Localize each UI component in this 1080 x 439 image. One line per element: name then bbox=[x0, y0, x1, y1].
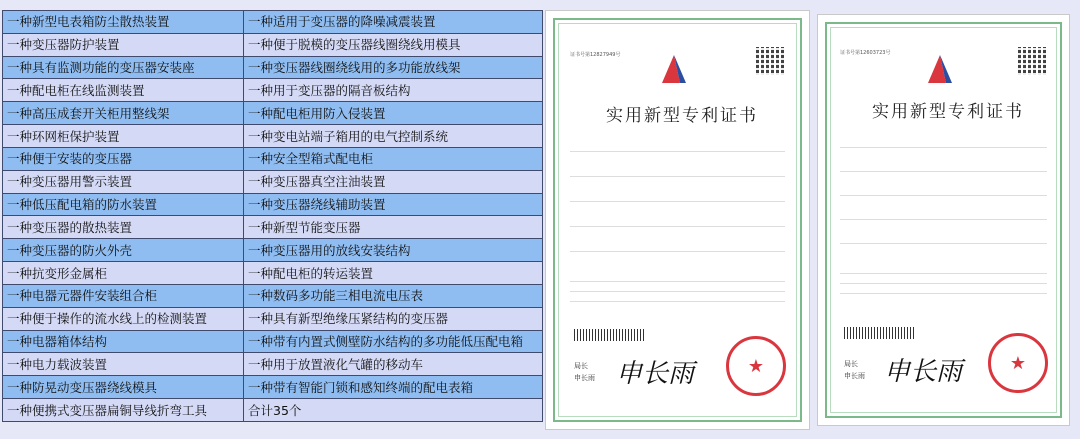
patent-name-cell: 一种带有智能门锁和感知终端的配电表箱 bbox=[244, 376, 543, 399]
patent-name-cell: 一种电力载波装置 bbox=[3, 353, 244, 376]
patent-name-cell: 合计35个 bbox=[244, 399, 543, 422]
official-seal-icon bbox=[988, 333, 1048, 393]
certificate-title: 实用新型专利证书 bbox=[606, 106, 758, 126]
patent-name-cell: 一种变压器绕线辅助装置 bbox=[244, 193, 543, 216]
patent-certificate-2 bbox=[817, 14, 1070, 426]
patent-name-cell: 一种带有内置式侧壁防水结构的多功能低压配电箱 bbox=[244, 330, 543, 353]
patent-name-cell: 一种低压配电箱的防水装置 bbox=[3, 193, 244, 216]
director-label: 局长 bbox=[844, 360, 858, 368]
patent-name-cell: 一种安全型箱式配电柜 bbox=[244, 147, 543, 170]
table-row bbox=[3, 216, 543, 239]
patent-name-cell: 一种便于脱模的变压器线圈绕线用模具 bbox=[244, 33, 543, 56]
table-row bbox=[3, 330, 543, 353]
patent-name-cell: 一种新型节能变压器 bbox=[244, 216, 543, 239]
table-row bbox=[3, 33, 543, 56]
patent-name-cell: 一种具有新型绝缘压紧结构的变压器 bbox=[244, 307, 543, 330]
barcode bbox=[844, 327, 914, 339]
patent-logo-icon bbox=[654, 51, 694, 91]
patent-name-cell: 一种电器箱体结构 bbox=[3, 330, 244, 353]
table-row bbox=[3, 11, 543, 34]
patent-logo-icon bbox=[920, 51, 960, 91]
patent-name-cell: 一种便于操作的流水线上的检测装置 bbox=[3, 307, 244, 330]
patent-name-cell: 一种便于安装的变压器 bbox=[3, 147, 244, 170]
patent-name-cell: 一种电器元器件安装组合柜 bbox=[3, 284, 244, 307]
patent-name-cell: 一种环网柜保护装置 bbox=[3, 125, 244, 148]
patent-name-cell: 一种配电柜用防入侵装置 bbox=[244, 102, 543, 125]
patent-name-cell: 一种变压器的散热装置 bbox=[3, 216, 244, 239]
patent-name-cell: 一种变压器真空注油装置 bbox=[244, 170, 543, 193]
patent-name-cell: 一种用于放置液化气罐的移动车 bbox=[244, 353, 543, 376]
director-label: 局长 bbox=[574, 362, 588, 370]
table-row bbox=[3, 56, 543, 79]
patent-name-cell: 一种抗变形金属柜 bbox=[3, 262, 244, 285]
table-row bbox=[3, 284, 543, 307]
table-row bbox=[3, 307, 543, 330]
table-row bbox=[3, 170, 543, 193]
patent-name-cell: 一种防晃动变压器绕线模具 bbox=[3, 376, 244, 399]
official-seal-icon bbox=[726, 336, 786, 396]
barcode bbox=[574, 329, 644, 341]
patent-name-cell: 一种变压器用的放线安装结构 bbox=[244, 239, 543, 262]
patent-name-cell: 一种便携式变压器扁铜导线折弯工具 bbox=[3, 399, 244, 422]
table-row bbox=[3, 125, 543, 148]
director-name: 申长雨 bbox=[844, 372, 865, 380]
patent-name-cell: 一种新型电表箱防尘散热装置 bbox=[3, 11, 244, 34]
patent-name-cell: 一种变压器用警示装置 bbox=[3, 170, 244, 193]
patent-name-cell: 一种配电柜在线监测装置 bbox=[3, 79, 244, 102]
patent-name-cell: 一种用于变压器的隔音板结构 bbox=[244, 79, 543, 102]
patent-name-cell: 一种数码多功能三相电流电压表 bbox=[244, 284, 543, 307]
patent-certificate-1 bbox=[545, 10, 810, 430]
director-name: 申长雨 bbox=[574, 374, 595, 382]
certificate-number: 证书号第12603723号 bbox=[840, 50, 891, 56]
patent-name-cell: 一种适用于变压器的降噪减震装置 bbox=[244, 11, 543, 34]
certificate-title: 实用新型专利证书 bbox=[872, 102, 1024, 122]
patent-name-cell: 一种高压成套开关柜用整线架 bbox=[3, 102, 244, 125]
patent-name-cell: 一种变压器的防火外壳 bbox=[3, 239, 244, 262]
certificate-number: 证书号第12827949号 bbox=[570, 52, 621, 58]
table-row bbox=[3, 376, 543, 399]
qr-code-icon bbox=[1018, 47, 1046, 75]
table-row bbox=[3, 79, 543, 102]
table-row bbox=[3, 147, 543, 170]
table-row bbox=[3, 262, 543, 285]
table-row bbox=[3, 239, 543, 262]
qr-code-icon bbox=[756, 47, 784, 75]
signature: 申长雨 bbox=[884, 357, 963, 387]
patent-name-cell: 一种变压器线圈绕线用的多功能放线架 bbox=[244, 56, 543, 79]
patent-name-cell: 一种变压器防护装置 bbox=[3, 33, 244, 56]
patent-name-cell: 一种具有监测功能的变压器安装座 bbox=[3, 56, 244, 79]
patent-list-table bbox=[2, 10, 543, 422]
table-row bbox=[3, 399, 543, 422]
patent-name-cell: 一种变电站端子箱用的电气控制系统 bbox=[244, 125, 543, 148]
signature: 申长雨 bbox=[616, 359, 695, 389]
table-row bbox=[3, 193, 543, 216]
table-row bbox=[3, 102, 543, 125]
patent-name-cell: 一种配电柜的转运装置 bbox=[244, 262, 543, 285]
table-row bbox=[3, 353, 543, 376]
